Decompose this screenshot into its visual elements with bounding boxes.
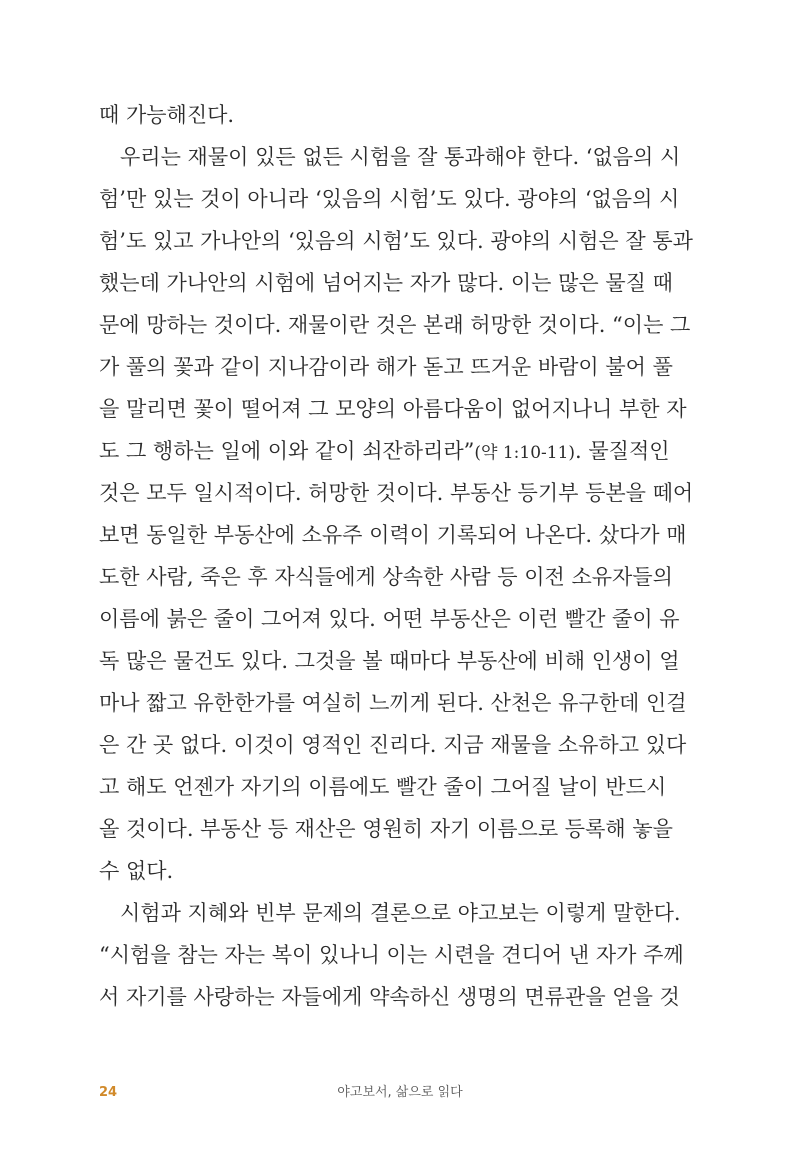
text-line: 고 해도 언젠가 자기의 이름에도 빨간 줄이 그어질 날이 반드시 xyxy=(99,775,667,799)
text-line: “시험을 참는 자는 복이 있나니 이는 시련을 견디어 낸 자가 주께 xyxy=(99,943,684,967)
text-line: 서 자기를 사랑하는 자들에게 약속하신 생명의 면류관을 얻을 것 xyxy=(99,985,680,1009)
text-line: 수 없다. xyxy=(99,859,174,883)
text-line: 험’만 있는 것이 아니라 ‘있음의 시험’도 있다. 광야의 ‘없음의 시 xyxy=(99,187,680,211)
text-line: 때 가능해진다. xyxy=(99,103,235,127)
text-line: 올 것이다. 부동산 등 재산은 영원히 자기 이름으로 등록해 놓을 xyxy=(99,817,673,841)
page-number: 24 xyxy=(99,1085,118,1100)
text-line: 문에 망하는 것이다. 재물이란 것은 본래 허망한 것이다. “이는 그 xyxy=(99,313,691,337)
body-text xyxy=(99,94,694,1018)
text-line-with-citation xyxy=(99,430,670,472)
text-line: 험’도 있고 가나안의 ‘있음의 시험’도 있다. 광야의 시험은 잘 통과 xyxy=(99,229,693,253)
text-line: 마나 짧고 유한한가를 여실히 느끼게 된다. 산천은 유구한데 인걸 xyxy=(99,691,687,715)
text-line: 은 간 곳 없다. 이것이 영적인 진리다. 지금 재물을 소유하고 있다 xyxy=(99,733,687,757)
text-line: 독 많은 물건도 있다. 그것을 볼 때마다 부동산에 비해 인생이 얼 xyxy=(99,649,680,673)
text-line: 도한 사람, 죽은 후 자식들에게 상속한 사람 등 이전 소유자들의 xyxy=(99,565,673,589)
text-line: 가 풀의 꽃과 같이 지나감이라 해가 돋고 뜨거운 바람이 불어 풀 xyxy=(99,355,673,379)
text-segment: . 물질적인 xyxy=(575,439,670,463)
text-segment: 도 그 행하는 일에 이와 같이 쇠잔하리라” xyxy=(99,439,475,463)
text-line: 시험과 지혜와 빈부 문제의 결론으로 야고보는 이렇게 말한다. xyxy=(120,901,681,925)
running-title: 야고보서, 삶으로 읽다 xyxy=(337,1085,463,1100)
text-line: 보면 동일한 부동산에 소유주 이력이 기록되어 나온다. 샀다가 매 xyxy=(99,523,687,547)
text-line: 우리는 재물이 있든 없든 시험을 잘 통과해야 한다. ‘없음의 시 xyxy=(120,145,681,169)
text-line: 이름에 붉은 줄이 그어져 있다. 어떤 부동산은 이런 빨간 줄이 유 xyxy=(99,607,680,631)
text-line: 을 말리면 꽃이 떨어져 그 모양의 아름다움이 없어지나니 부한 자 xyxy=(99,397,687,421)
text-line: 했는데 가나안의 시험에 넘어지는 자가 많다. 이는 많은 물질 때 xyxy=(99,271,673,295)
text-line: 것은 모두 일시적이다. 허망한 것이다. 부동산 등기부 등본을 떼어 xyxy=(99,481,694,505)
scripture-citation: (약 1:10-11) xyxy=(474,443,576,463)
